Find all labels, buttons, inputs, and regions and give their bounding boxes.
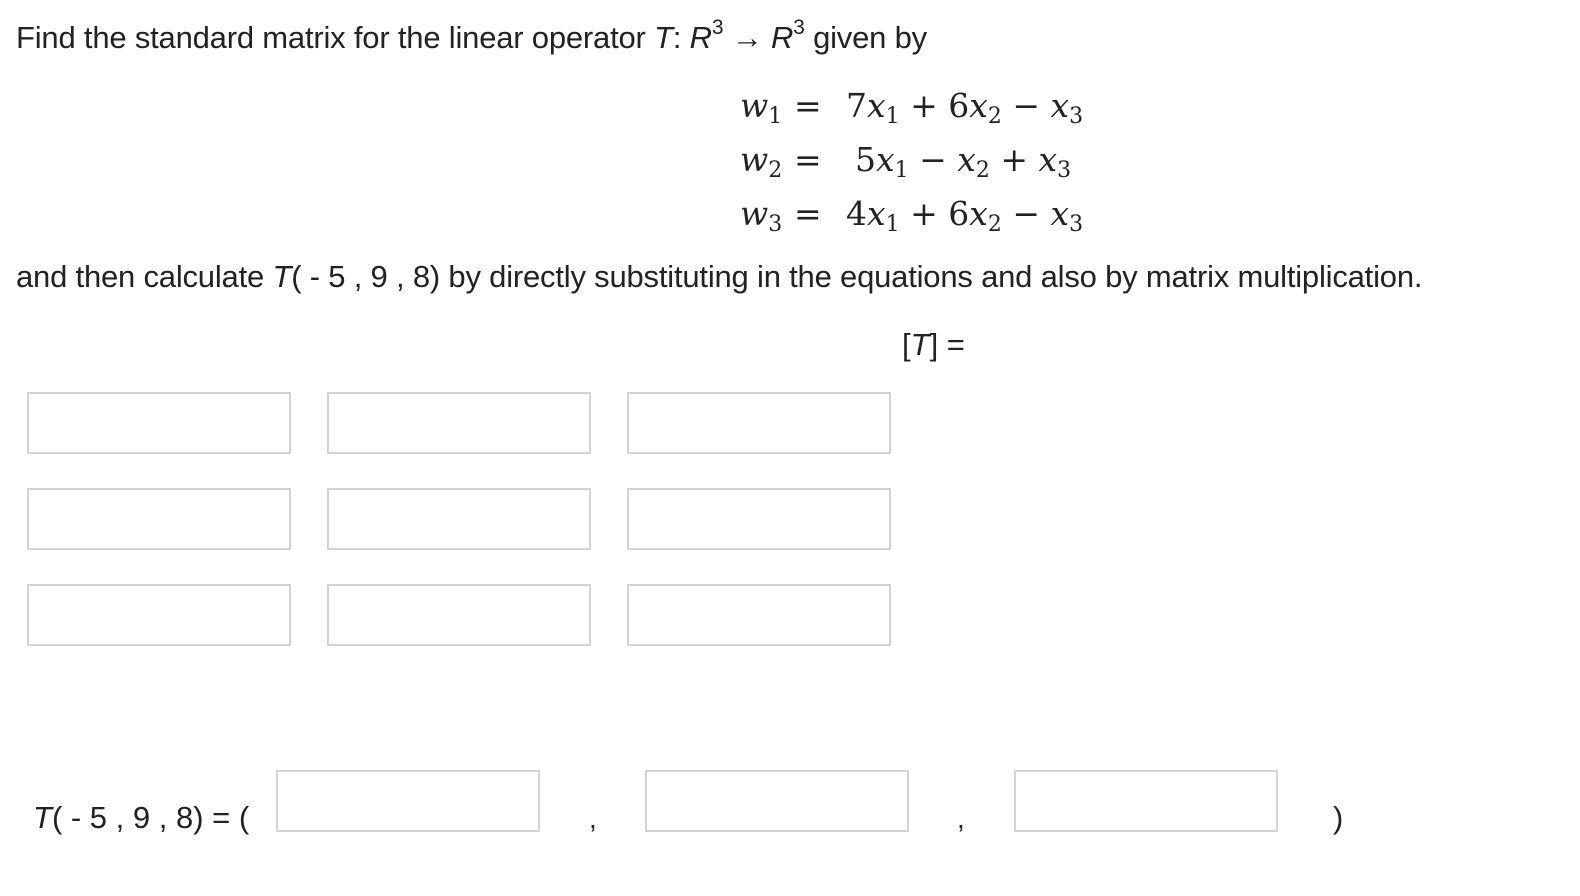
equation-rhs: $7x_1 + 6x_2 - x_3$ bbox=[846, 86, 1084, 129]
question-intro-tail: given by bbox=[804, 20, 927, 55]
answer-separator: , bbox=[957, 803, 965, 834]
equation-lhs: $w_3$ bbox=[740, 194, 783, 237]
operator-symbol: T bbox=[654, 20, 673, 55]
codomain-exponent: 3 bbox=[793, 16, 805, 39]
equation-lhs: $w_1$ bbox=[740, 86, 783, 129]
operator-symbol: T bbox=[272, 259, 292, 294]
matrix-input-r2c1[interactable] bbox=[27, 488, 291, 550]
matrix-input-r3c3[interactable] bbox=[627, 584, 891, 646]
equation-rhs: $5x_1 - x_2 + x_3$ bbox=[855, 140, 1072, 183]
equation-rhs: $4x_1 + 6x_2 - x_3$ bbox=[846, 194, 1084, 237]
question-intro-text: Find the standard matrix for the linear operator bbox=[16, 20, 655, 55]
instruction-tail: by directly substituting in the equations and also by matrix multiplication. bbox=[440, 259, 1423, 294]
answer-input-1[interactable] bbox=[276, 770, 540, 832]
domain-symbol: R bbox=[689, 20, 712, 55]
answer-input-2[interactable] bbox=[645, 770, 909, 832]
matrix-label: [T] = bbox=[902, 327, 965, 362]
answer-closing-paren: ) bbox=[1333, 800, 1344, 835]
equation-lhs: $w_2$ bbox=[740, 140, 783, 183]
domain-exponent: 3 bbox=[711, 16, 724, 39]
matrix-input-r3c1[interactable] bbox=[27, 584, 291, 646]
question-intro bbox=[16, 16, 927, 56]
matrix-input-r1c2[interactable] bbox=[327, 392, 591, 454]
matrix-input-r2c3[interactable] bbox=[627, 488, 891, 550]
answer-separator: , bbox=[589, 803, 597, 834]
equals-sign: = bbox=[794, 86, 822, 125]
answer-input-3[interactable] bbox=[1014, 770, 1278, 832]
colon: : bbox=[672, 20, 690, 55]
matrix-input-r1c1[interactable] bbox=[27, 392, 291, 454]
equals-sign: = bbox=[794, 140, 822, 179]
operator-arguments: ( - 5 , 9 , 8) bbox=[291, 259, 440, 294]
answer-label: T( - 5 , 9 , 8) = ( bbox=[33, 800, 250, 835]
question-instruction bbox=[16, 259, 1422, 295]
codomain-symbol: R bbox=[770, 20, 794, 55]
equals-sign: = bbox=[794, 194, 822, 233]
matrix-input-r2c2[interactable] bbox=[327, 488, 591, 550]
arrow: → bbox=[723, 20, 771, 55]
matrix-input-r3c2[interactable] bbox=[327, 584, 591, 646]
instruction-text: and then calculate bbox=[16, 259, 273, 294]
matrix-input-r1c3[interactable] bbox=[627, 392, 891, 454]
